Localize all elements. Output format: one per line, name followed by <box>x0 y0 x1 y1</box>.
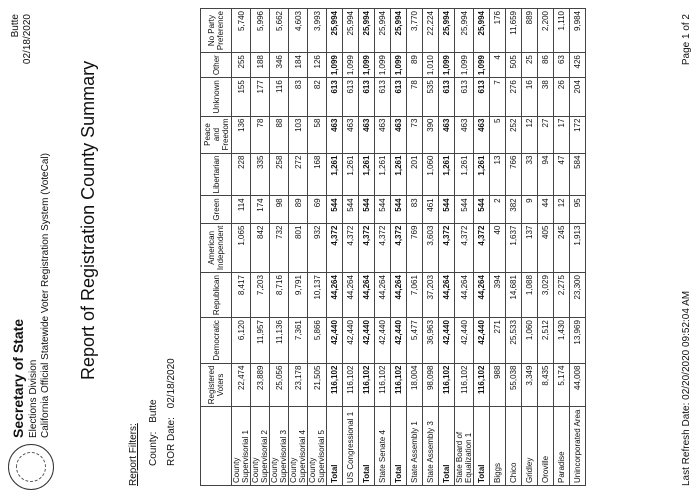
table-cell: 1,261 <box>474 153 490 196</box>
table-cell: 613 <box>327 78 343 116</box>
table-cell: 1,261 <box>455 153 474 196</box>
table-cell: 1,261 <box>343 153 359 196</box>
table-cell: 1,060 <box>423 153 439 196</box>
table-cell: 44,264 <box>391 273 407 318</box>
table-cell: 544 <box>359 196 375 223</box>
table-header-row <box>201 9 232 486</box>
table-cell: 544 <box>474 196 490 223</box>
table-cell: 889 <box>522 9 538 53</box>
table-cell: 44,264 <box>343 273 359 318</box>
table-cell: 25,994 <box>327 9 343 53</box>
table-cell: 137 <box>522 223 538 272</box>
table-cell: 613 <box>439 78 455 116</box>
row-label: County Supervisorial 5 <box>308 407 327 486</box>
table-cell: 11,957 <box>251 318 270 363</box>
table-cell: 116,102 <box>439 363 455 407</box>
county-name-header: Butte <box>10 14 21 38</box>
table-cell: 5,866 <box>308 318 327 363</box>
table-cell: 25,056 <box>270 363 289 407</box>
row-label: Total <box>327 407 343 486</box>
table-cell: 44,008 <box>570 363 586 407</box>
table-cell: 136 <box>232 116 251 153</box>
table-cell: 7,061 <box>407 273 423 318</box>
table-row <box>343 9 359 486</box>
table-cell: 184 <box>289 53 308 78</box>
table-cell: 426 <box>570 53 586 78</box>
ror-value: 02/18/2020 <box>166 358 177 409</box>
table-row <box>327 9 343 486</box>
table-cell: 116,102 <box>391 363 407 407</box>
table-cell: 1,261 <box>327 153 343 196</box>
column-header: Republican <box>201 273 232 318</box>
table-cell: 73 <box>407 116 423 153</box>
table-cell: 1,110 <box>554 9 570 53</box>
table-row <box>270 9 289 486</box>
table-cell: 1,099 <box>474 53 490 78</box>
table-cell: 7,203 <box>251 273 270 318</box>
table-cell: 95 <box>570 196 586 223</box>
table-row <box>232 9 251 486</box>
table-cell: 7 <box>490 78 506 116</box>
table-row <box>375 9 391 486</box>
column-header: Other <box>201 53 232 78</box>
column-header: Unknown <box>201 78 232 116</box>
table-cell: 103 <box>289 116 308 153</box>
table-cell: 177 <box>251 78 270 116</box>
table-cell: 1,261 <box>359 153 375 196</box>
table-cell: 44,264 <box>375 273 391 318</box>
table-cell: 2,200 <box>538 9 554 53</box>
table-cell: 42,440 <box>455 318 474 363</box>
table-row <box>474 9 490 486</box>
table-cell: 98 <box>270 196 289 223</box>
table-row <box>490 9 506 486</box>
table-cell: 11,136 <box>270 318 289 363</box>
table-cell: 82 <box>308 78 327 116</box>
report-title: Report of Registration County Summary <box>78 60 98 380</box>
table-cell: 1,261 <box>375 153 391 196</box>
row-label: Paradise <box>554 407 570 486</box>
table-row <box>439 9 455 486</box>
table-cell: 8,417 <box>232 273 251 318</box>
table-row <box>391 9 407 486</box>
table-cell: 4,372 <box>391 223 407 272</box>
table-cell: 13,969 <box>570 318 586 363</box>
table-cell: 11,659 <box>506 9 522 53</box>
column-header: Green <box>201 196 232 223</box>
table-row <box>407 9 423 486</box>
table-cell: 89 <box>407 53 423 78</box>
table-cell: 42,440 <box>391 318 407 363</box>
table-cell: 3,770 <box>407 9 423 53</box>
table-cell: 584 <box>570 153 586 196</box>
table-cell: 4,372 <box>359 223 375 272</box>
table-cell: 9,984 <box>570 9 586 53</box>
table-cell: 5,662 <box>270 9 289 53</box>
table-cell: 228 <box>232 153 251 196</box>
table-cell: 335 <box>251 153 270 196</box>
report-date: 02/18/2020 <box>22 14 33 65</box>
table-cell: 44,264 <box>474 273 490 318</box>
table-cell: 544 <box>439 196 455 223</box>
table-cell: 25,994 <box>375 9 391 53</box>
table-cell: 25,994 <box>455 9 474 53</box>
table-cell: 44 <box>538 196 554 223</box>
table-cell: 23,300 <box>570 273 586 318</box>
table-cell: 252 <box>506 116 522 153</box>
system-name: California Official Statewide Voter Registration System (VoteCal) <box>40 153 51 438</box>
table-cell: 4,372 <box>474 223 490 272</box>
table-row <box>308 9 327 486</box>
table-cell: 6,120 <box>232 318 251 363</box>
table-cell: 346 <box>270 53 289 78</box>
table-cell: 114 <box>232 196 251 223</box>
table-cell: 188 <box>251 53 270 78</box>
table-cell: 26 <box>554 78 570 116</box>
table-cell: 86 <box>538 53 554 78</box>
column-header <box>201 407 232 486</box>
table-cell: 3,993 <box>308 9 327 53</box>
table-cell: 47 <box>554 153 570 196</box>
table-cell: 116,102 <box>455 363 474 407</box>
table-cell: 4 <box>490 53 506 78</box>
organization-name: Secretary of State <box>10 318 26 438</box>
table-cell: 23,178 <box>289 363 308 407</box>
table-cell: 405 <box>538 223 554 272</box>
table-cell: 25,994 <box>391 9 407 53</box>
table-cell: 544 <box>455 196 474 223</box>
table-row <box>289 9 308 486</box>
table-cell: 94 <box>538 153 554 196</box>
row-label: State Senate 4 <box>375 407 391 486</box>
table-cell: 463 <box>359 116 375 153</box>
table-cell: 2,275 <box>554 273 570 318</box>
table-cell: 544 <box>343 196 359 223</box>
table-cell: 4,372 <box>455 223 474 272</box>
row-label: County Supervisorial 2 <box>251 407 270 486</box>
table-cell: 463 <box>391 116 407 153</box>
table-row <box>570 9 586 486</box>
table-cell: 271 <box>490 318 506 363</box>
table-row <box>455 9 474 486</box>
table-cell: 42,440 <box>327 318 343 363</box>
table-cell: 2 <box>490 196 506 223</box>
table-cell: 766 <box>506 153 522 196</box>
table-cell: 22,474 <box>232 363 251 407</box>
table-cell: 42,440 <box>343 318 359 363</box>
table-cell: 1,261 <box>391 153 407 196</box>
table-cell: 1,430 <box>554 318 570 363</box>
table-cell: 25,994 <box>474 9 490 53</box>
table-cell: 9,791 <box>289 273 308 318</box>
table-cell: 42,440 <box>375 318 391 363</box>
table-cell: 8,716 <box>270 273 289 318</box>
table-cell: 463 <box>327 116 343 153</box>
row-label: State Board of Equalization 1 <box>455 407 474 486</box>
table-cell: 10,137 <box>308 273 327 318</box>
table-cell: 463 <box>474 116 490 153</box>
table-cell: 801 <box>289 223 308 272</box>
row-label: Oroville <box>538 407 554 486</box>
table-row <box>423 9 439 486</box>
table-cell: 44,264 <box>455 273 474 318</box>
table-cell: 25,994 <box>439 9 455 53</box>
row-label: Total <box>474 407 490 486</box>
table-cell: 25,533 <box>506 318 522 363</box>
column-header: American Independent <box>201 223 232 272</box>
table-cell: 38 <box>538 78 554 116</box>
table-cell: 1,099 <box>327 53 343 78</box>
table-cell: 1,099 <box>343 53 359 78</box>
table-cell: 5,477 <box>407 318 423 363</box>
table-cell: 168 <box>308 153 327 196</box>
table-cell: 732 <box>270 223 289 272</box>
table-cell: 33 <box>522 153 538 196</box>
table-cell: 44,264 <box>359 273 375 318</box>
table-cell: 78 <box>407 78 423 116</box>
table-cell: 988 <box>490 363 506 407</box>
table-row <box>522 9 538 486</box>
row-label: State Assembly 3 <box>423 407 439 486</box>
table-cell: 88 <box>270 116 289 153</box>
table-cell: 1,099 <box>375 53 391 78</box>
row-label: Total <box>439 407 455 486</box>
table-cell: 8,435 <box>538 363 554 407</box>
table-cell: 3,603 <box>423 223 439 272</box>
table-cell: 382 <box>506 196 522 223</box>
table-cell: 1,637 <box>506 223 522 272</box>
table-cell: 1,913 <box>570 223 586 272</box>
table-cell: 505 <box>506 53 522 78</box>
table-cell: 22,224 <box>423 9 439 53</box>
table-row <box>538 9 554 486</box>
ror-date-filter <box>166 358 177 466</box>
table-cell: 4,372 <box>327 223 343 272</box>
table-cell: 14,681 <box>506 273 522 318</box>
report-filters-label: Report Filters: <box>128 423 139 486</box>
table-row <box>359 9 375 486</box>
table-cell: 245 <box>554 223 570 272</box>
county-value: Butte <box>148 399 159 423</box>
table-cell: 176 <box>490 9 506 53</box>
table-cell: 18,004 <box>407 363 423 407</box>
table-cell: 63 <box>554 53 570 78</box>
table-row <box>251 9 270 486</box>
table-cell: 21,505 <box>308 363 327 407</box>
row-label: County Supervisorial 4 <box>289 407 308 486</box>
last-refresh-date: Last Refresh Date: 02/20/2020 09:52:04 AM <box>681 290 692 486</box>
table-cell: 98,098 <box>423 363 439 407</box>
table-cell: 83 <box>407 196 423 223</box>
table-cell: 1,010 <box>423 53 439 78</box>
table-cell: 394 <box>490 273 506 318</box>
table-cell: 16 <box>522 78 538 116</box>
table-cell: 932 <box>308 223 327 272</box>
column-header: Registered Voters <box>201 363 232 407</box>
table-cell: 44,264 <box>327 273 343 318</box>
table-cell: 461 <box>423 196 439 223</box>
table-cell: 13 <box>490 153 506 196</box>
table-cell: 4,372 <box>439 223 455 272</box>
table-cell: 174 <box>251 196 270 223</box>
table-cell: 116 <box>270 78 289 116</box>
table-cell: 25,994 <box>343 9 359 53</box>
table-cell: 463 <box>455 116 474 153</box>
registration-table <box>200 8 586 486</box>
table-cell: 5,740 <box>232 9 251 53</box>
row-label: Total <box>359 407 375 486</box>
table-cell: 5,996 <box>251 9 270 53</box>
table-cell: 535 <box>423 78 439 116</box>
row-label: State Assembly 1 <box>407 407 423 486</box>
table-cell: 769 <box>407 223 423 272</box>
table-cell: 55,038 <box>506 363 522 407</box>
row-label: County Supervisorial 3 <box>270 407 289 486</box>
table-cell: 1,099 <box>455 53 474 78</box>
table-cell: 1,099 <box>359 53 375 78</box>
table-cell: 83 <box>289 78 308 116</box>
row-label: Biggs <box>490 407 506 486</box>
table-cell: 37,203 <box>423 273 439 318</box>
table-cell: 613 <box>343 78 359 116</box>
state-seal-icon <box>8 444 54 490</box>
table-cell: 842 <box>251 223 270 272</box>
table-cell: 12 <box>554 196 570 223</box>
table-cell: 25 <box>522 53 538 78</box>
table-cell: 613 <box>391 78 407 116</box>
table-cell: 390 <box>423 116 439 153</box>
row-label: US Congressional 1 <box>343 407 359 486</box>
table-cell: 116,102 <box>375 363 391 407</box>
table-row <box>554 9 570 486</box>
table-cell: 23,889 <box>251 363 270 407</box>
table-cell: 42,440 <box>359 318 375 363</box>
table-cell: 44,264 <box>439 273 455 318</box>
table-cell: 27 <box>538 116 554 153</box>
table-cell: 4,372 <box>343 223 359 272</box>
table-cell: 1,060 <box>522 318 538 363</box>
division-name: Elections Division <box>28 359 39 438</box>
table-cell: 7,361 <box>289 318 308 363</box>
table-cell: 544 <box>375 196 391 223</box>
table-cell: 272 <box>289 153 308 196</box>
county-label: County: <box>148 431 159 466</box>
table-cell: 89 <box>289 196 308 223</box>
row-label: Chico <box>506 407 522 486</box>
table-cell: 3,029 <box>538 273 554 318</box>
table-cell: 155 <box>232 78 251 116</box>
table-cell: 78 <box>251 116 270 153</box>
county-filter <box>148 399 159 466</box>
table-cell: 126 <box>308 53 327 78</box>
ror-label: ROR Date: <box>166 417 177 466</box>
table-cell: 544 <box>391 196 407 223</box>
table-cell: 201 <box>407 153 423 196</box>
table-cell: 613 <box>455 78 474 116</box>
table-cell: 116,102 <box>327 363 343 407</box>
row-label: Gridley <box>522 407 538 486</box>
table-cell: 4,372 <box>375 223 391 272</box>
table-cell: 42,440 <box>439 318 455 363</box>
table-cell: 258 <box>270 153 289 196</box>
column-header: No Party Preference <box>201 9 232 53</box>
page-number: Page 1 of 2 <box>681 14 692 66</box>
table-cell: 3,349 <box>522 363 538 407</box>
table-row <box>506 9 522 486</box>
table-cell: 463 <box>343 116 359 153</box>
table-cell: 255 <box>232 53 251 78</box>
row-label: County Supervisorial 1 <box>232 407 251 486</box>
table-cell: 116,102 <box>474 363 490 407</box>
table-cell: 5,174 <box>554 363 570 407</box>
table-cell: 1,088 <box>522 273 538 318</box>
table-cell: 613 <box>359 78 375 116</box>
table-cell: 116,102 <box>359 363 375 407</box>
table-cell: 42,440 <box>474 318 490 363</box>
table-cell: 1,065 <box>232 223 251 272</box>
table-cell: 276 <box>506 78 522 116</box>
table-cell: 116,102 <box>343 363 359 407</box>
table-cell: 1,261 <box>439 153 455 196</box>
table-cell: 172 <box>570 116 586 153</box>
row-label: Total <box>391 407 407 486</box>
table-cell: 40 <box>490 223 506 272</box>
table-cell: 204 <box>570 78 586 116</box>
table-cell: 17 <box>554 116 570 153</box>
table-cell: 25,994 <box>359 9 375 53</box>
table-cell: 1,099 <box>439 53 455 78</box>
column-header: Libertarian <box>201 153 232 196</box>
table-cell: 2,512 <box>538 318 554 363</box>
table-cell: 1,099 <box>391 53 407 78</box>
table-cell: 613 <box>375 78 391 116</box>
table-cell: 5 <box>490 116 506 153</box>
table-cell: 36,963 <box>423 318 439 363</box>
table-cell: 463 <box>439 116 455 153</box>
table-cell: 69 <box>308 196 327 223</box>
table-cell: 4,603 <box>289 9 308 53</box>
table-cell: 58 <box>308 116 327 153</box>
table-cell: 613 <box>474 78 490 116</box>
table-cell: 9 <box>522 196 538 223</box>
row-label: Unincorporated Area <box>570 407 586 486</box>
table-cell: 12 <box>522 116 538 153</box>
table-cell: 463 <box>375 116 391 153</box>
column-header: Democratic <box>201 318 232 363</box>
table-cell: 544 <box>327 196 343 223</box>
column-header: Peace and Freedom <box>201 116 232 153</box>
